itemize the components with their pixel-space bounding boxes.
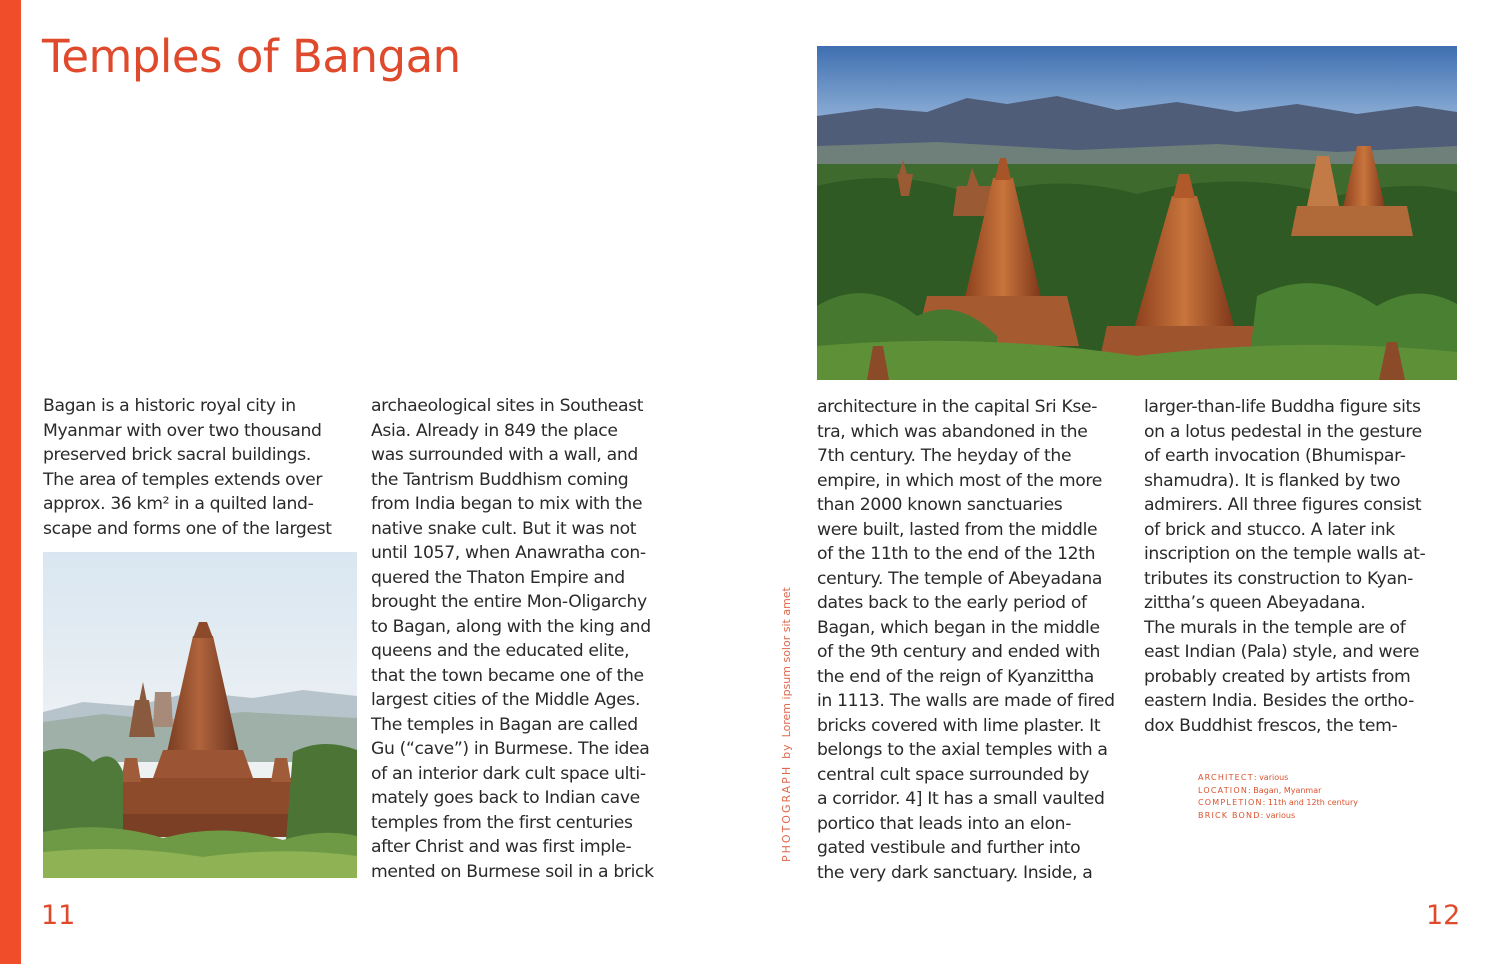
fact-row — [1198, 810, 1358, 823]
text-line: Bagan is a historic royal city in — [43, 396, 296, 416]
fact-separator: : — [1248, 785, 1254, 795]
text-line: zittha’s queen Abeyadana. — [1144, 593, 1366, 613]
fact-separator: : — [1260, 810, 1266, 820]
text-line: native snake cult. But it was not — [371, 518, 637, 539]
text-line: gated vestibule and further into — [817, 838, 1081, 858]
text-line: of earth invocation (Bhumispar- — [1144, 446, 1406, 466]
text-line: largest cities of the Middle Ages. — [371, 690, 641, 710]
text-line: a corridor. 4] It has a small vaulted — [817, 789, 1105, 809]
text-column-1 — [43, 394, 332, 541]
text-line: the very dark sanctuary. Inside, a — [817, 862, 1093, 883]
text-column-3 — [817, 395, 1115, 885]
text-line: empire, in which most of the more — [817, 470, 1102, 491]
text-line: bricks covered with lime plaster. It — [817, 715, 1101, 736]
text-column-4 — [1144, 395, 1425, 738]
text-line: archaeological sites in Southeast — [371, 396, 644, 416]
text-line: quered the Thaton Empire and — [371, 567, 625, 588]
text-line: mented on Burmese soil in a brick — [371, 861, 654, 882]
fact-separator: : — [1262, 798, 1268, 808]
text-line: brought the entire Mon-Oligarchy — [371, 592, 647, 612]
text-line: mately goes back to Indian cave — [371, 788, 640, 808]
credit-by: by — [780, 743, 793, 759]
text-line: Myanmar with over two thousand — [43, 420, 322, 441]
text-line: in 1113. The walls are made of fired — [817, 691, 1115, 711]
text-line: the end of the reign of Kyanzittha — [817, 666, 1094, 687]
fact-value: various — [1259, 773, 1289, 782]
text-line: approx. 36 km² in a quilted land- — [43, 494, 314, 514]
text-line: from India began to mix with the — [371, 494, 643, 514]
text-line: inscription on the temple walls at- — [1144, 544, 1426, 564]
photo-credit — [780, 587, 793, 862]
fact-separator: : — [1253, 773, 1260, 782]
text-line: tributes its construction to Kyan- — [1144, 568, 1414, 589]
text-line: dates back to the early period of — [817, 593, 1087, 613]
bagan-panorama-photo — [817, 46, 1457, 380]
fact-row — [1198, 785, 1358, 798]
text-column-2 — [371, 394, 654, 884]
page-title: Temples of Bangan — [42, 30, 461, 83]
text-line: century. The temple of Abeyadana — [817, 568, 1103, 589]
text-line: The murals in the temple are of — [1144, 617, 1406, 638]
text-line: of an interior dark cult space ulti- — [371, 763, 646, 784]
page-number-left: 11 — [41, 900, 76, 931]
text-line: dox Buddhist frescos, the tem- — [1144, 715, 1398, 736]
fact-row — [1198, 797, 1358, 810]
page-edge-accent-bar — [0, 0, 21, 964]
text-line: 7th century. The heyday of the — [817, 446, 1072, 466]
fact-value: various — [1265, 810, 1296, 820]
stupa-temple-photo — [43, 552, 357, 878]
text-line: The temples in Bagan are called — [371, 714, 638, 735]
text-line: eastern India. Besides the ortho- — [1144, 691, 1414, 711]
text-line: architecture in the capital Sri Kse- — [817, 397, 1098, 417]
page-number-right: 12 — [1426, 900, 1461, 931]
fact-key: COMPLETION — [1198, 798, 1263, 808]
text-line: Gu (“cave”) in Burmese. The idea — [371, 739, 650, 759]
text-line: admirers. All three figures consist — [1144, 495, 1422, 515]
text-line: after Christ and was first imple- — [371, 837, 632, 857]
text-line: central cult space surrounded by — [817, 764, 1090, 785]
text-line: The area of temples extends over — [43, 469, 323, 490]
text-line: on a lotus pedestal in the gesture — [1144, 421, 1422, 442]
text-line: Bagan, which began in the middle — [817, 617, 1100, 638]
fact-key: BRICK BOND — [1198, 810, 1261, 820]
text-line: tra, which was abandoned in the — [817, 421, 1088, 442]
text-line: was surrounded with a wall, and — [371, 445, 638, 465]
fact-key: ARCHITECT — [1198, 773, 1254, 782]
text-line: Asia. Already in 849 the place — [371, 420, 618, 441]
text-line: shamudra). It is flanked by two — [1144, 470, 1401, 491]
text-line: belongs to the axial temples with a — [817, 740, 1108, 760]
text-line: queens and the educated elite, — [371, 641, 630, 661]
fact-value: 11th and 12th century — [1267, 798, 1358, 808]
text-line: of the 9th century and ended with — [817, 642, 1101, 662]
text-line: until 1057, when Anawratha con- — [371, 543, 646, 563]
text-line: temples from the first centuries — [371, 812, 633, 833]
text-line: of brick and stucco. A later ink — [1144, 519, 1395, 540]
credit-name: Lorem ipsum solor sit amet — [780, 587, 793, 738]
text-line: to Bagan, along with the king and — [371, 616, 651, 637]
text-line: than 2000 known sanctuaries — [817, 495, 1063, 515]
fact-key: LOCATION — [1198, 785, 1249, 795]
fact-value: Bagan, Myanmar — [1253, 785, 1322, 795]
text-line: probably created by artists from — [1144, 666, 1411, 687]
text-line: of the 11th to the end of the 12th — [817, 544, 1096, 564]
text-line: were built, lasted from the middle — [817, 519, 1098, 540]
text-line: east Indian (Pala) style, and were — [1144, 642, 1420, 662]
building-facts — [1198, 772, 1358, 822]
text-line: larger-than-life Buddha figure sits — [1144, 397, 1421, 417]
text-line: scape and forms one of the largest — [43, 518, 332, 539]
text-line: that the town became one of the — [371, 665, 644, 686]
fact-row — [1198, 772, 1358, 785]
text-line: preserved brick sacral buildings. — [43, 445, 311, 465]
credit-label: PHOTOGRAPH — [780, 764, 793, 862]
text-line: portico that leads into an elon- — [817, 813, 1072, 834]
text-line: the Tantrism Buddhism coming — [371, 469, 629, 490]
